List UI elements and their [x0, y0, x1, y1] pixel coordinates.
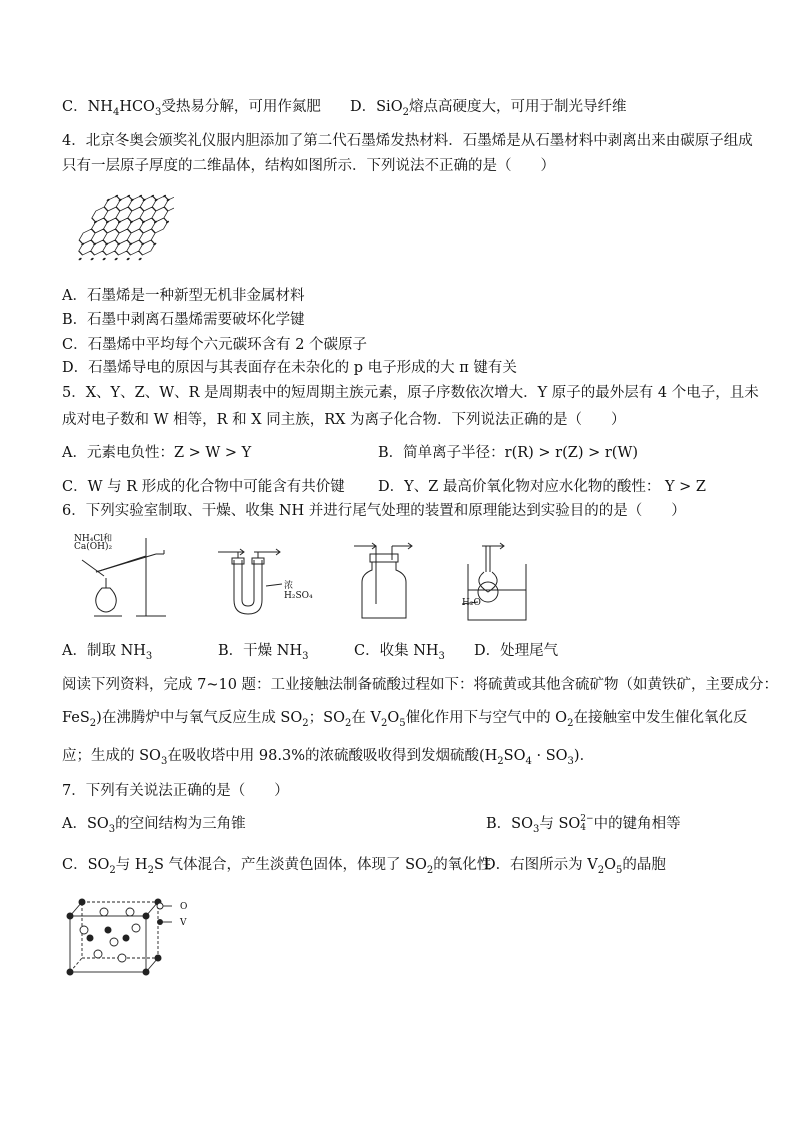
legend-v-label: V [180, 918, 187, 928]
q5-option-b: B．简单离子半径：r(R) > r(Z) > r(W) [378, 445, 639, 461]
q7-stem: 7．下列有关说法正确的是（ ） [62, 783, 289, 799]
reading-line2: FeS$_2$)在沸腾炉中与氧气反应生成 $SO_2$；$SO_2$在 $V_2O_5$催化作用下与空气中的 $O_2$在接触室中发生催化氧化反 [62, 710, 748, 729]
q7-option-d: D．右图所示为 $V_2O_5$的晶胞 [484, 857, 666, 876]
graphene-structure-figure [64, 190, 174, 270]
q6-option-b: B．干燥 $NH_3$ [218, 643, 309, 662]
apparatus-d-figure [462, 542, 542, 622]
reagent-label-2: Ca(OH)₂ [74, 542, 113, 552]
apparatus-c-figure [352, 540, 422, 622]
legend-o-label: O [180, 902, 188, 912]
q4-option-a: A．石墨烯是一种新型无机非金属材料 [62, 288, 305, 304]
q4-option-b: B．石墨中剥离石墨烯需要破坏化学键 [62, 312, 305, 328]
v2o5-unit-cell-figure [64, 896, 194, 980]
q5-stem-line2: 成对电子数和 W 相等，R 和 X 同主族，RX 为离子化合物．下列说法正确的是（ ） [62, 412, 626, 428]
q6-option-c: C．收集 $NH_3$ [354, 643, 445, 662]
q7-option-c: C．$SO_2$与 $H_2S$ 气体混合，产生淡黄色固体，体现了 $SO_2$的氧化性 [62, 857, 492, 876]
reading-line3: 应；生成的 $SO_3$在吸收塔中用 98.3%的浓硫酸吸收得到发烟硫酸$(H_2SO_4 \cdot SO_3)$． [62, 748, 595, 767]
q3-option-d: D．SiO$_2$熔点高硬度大，可用于制光导纤维 [350, 99, 627, 118]
q6-option-a: A．制取 $NH_3$ [62, 643, 153, 662]
q4-option-c: C．石墨烯中平均每个六元碳环含有 2 个碳原子 [62, 337, 368, 353]
apparatus-b-figure [214, 546, 314, 618]
q5-option-a: A．元素电负性：Z > W > Y [62, 445, 252, 461]
q4-stem-line1: 4．北京冬奥会颁奖礼仪服内胆添加了第二代石墨烯发热材料．石墨烯是从石墨材料中剥离出来由碳原子组成 [62, 133, 753, 149]
water-label: H₂O [462, 598, 481, 608]
q4-option-d: D．石墨烯导电的原因与其表面存在未杂化的 p 电子形成的大 π 键有关 [62, 360, 517, 376]
q3-option-c: C．$NH_4HCO_3$受热易分解，可用作氮肥 [62, 99, 321, 118]
q7-option-a: A．$SO_3$的空间结构为三角锥 [62, 816, 246, 835]
q5-stem-line1: 5．X、Y、Z、W、R 是周期表中的短周期主族元素，原子序数依次增大．Y 原子的最外层有 4 个电子，且未 [62, 385, 759, 401]
q5-option-d: D．Y、Z 最高价氧化物对应水化物的酸性： Y > Z [378, 479, 707, 495]
q7-option-b: B．$SO_3$与 SO 2− 4 中的键角相等 [486, 814, 681, 835]
reading-line1: 阅读下列资料，完成 7~10 题：工业接触法制备硫酸过程如下：将硫黄或其他含硫矿物（如黄铁矿，主要成分： [62, 677, 779, 693]
q4-stem-line2: 只有一层原子厚度的二维晶体，结构如图所示．下列说法不正确的是（ ） [62, 158, 555, 174]
q6-stem: 6．下列实验室制取、干燥、收集 NH 并进行尾气处理的装置和原理能达到实验目的的是（ ） [62, 503, 686, 519]
apparatus-a-figure [66, 530, 176, 622]
q6-option-d: D．处理尾气 [474, 643, 559, 659]
acid-label: 浓H₂SO₄ [284, 581, 313, 601]
q5-option-c: C．W 与 R 形成的化合物中可能含有共价键 [62, 479, 345, 495]
reagent-label-1: NH₄Cl和 [74, 534, 113, 544]
